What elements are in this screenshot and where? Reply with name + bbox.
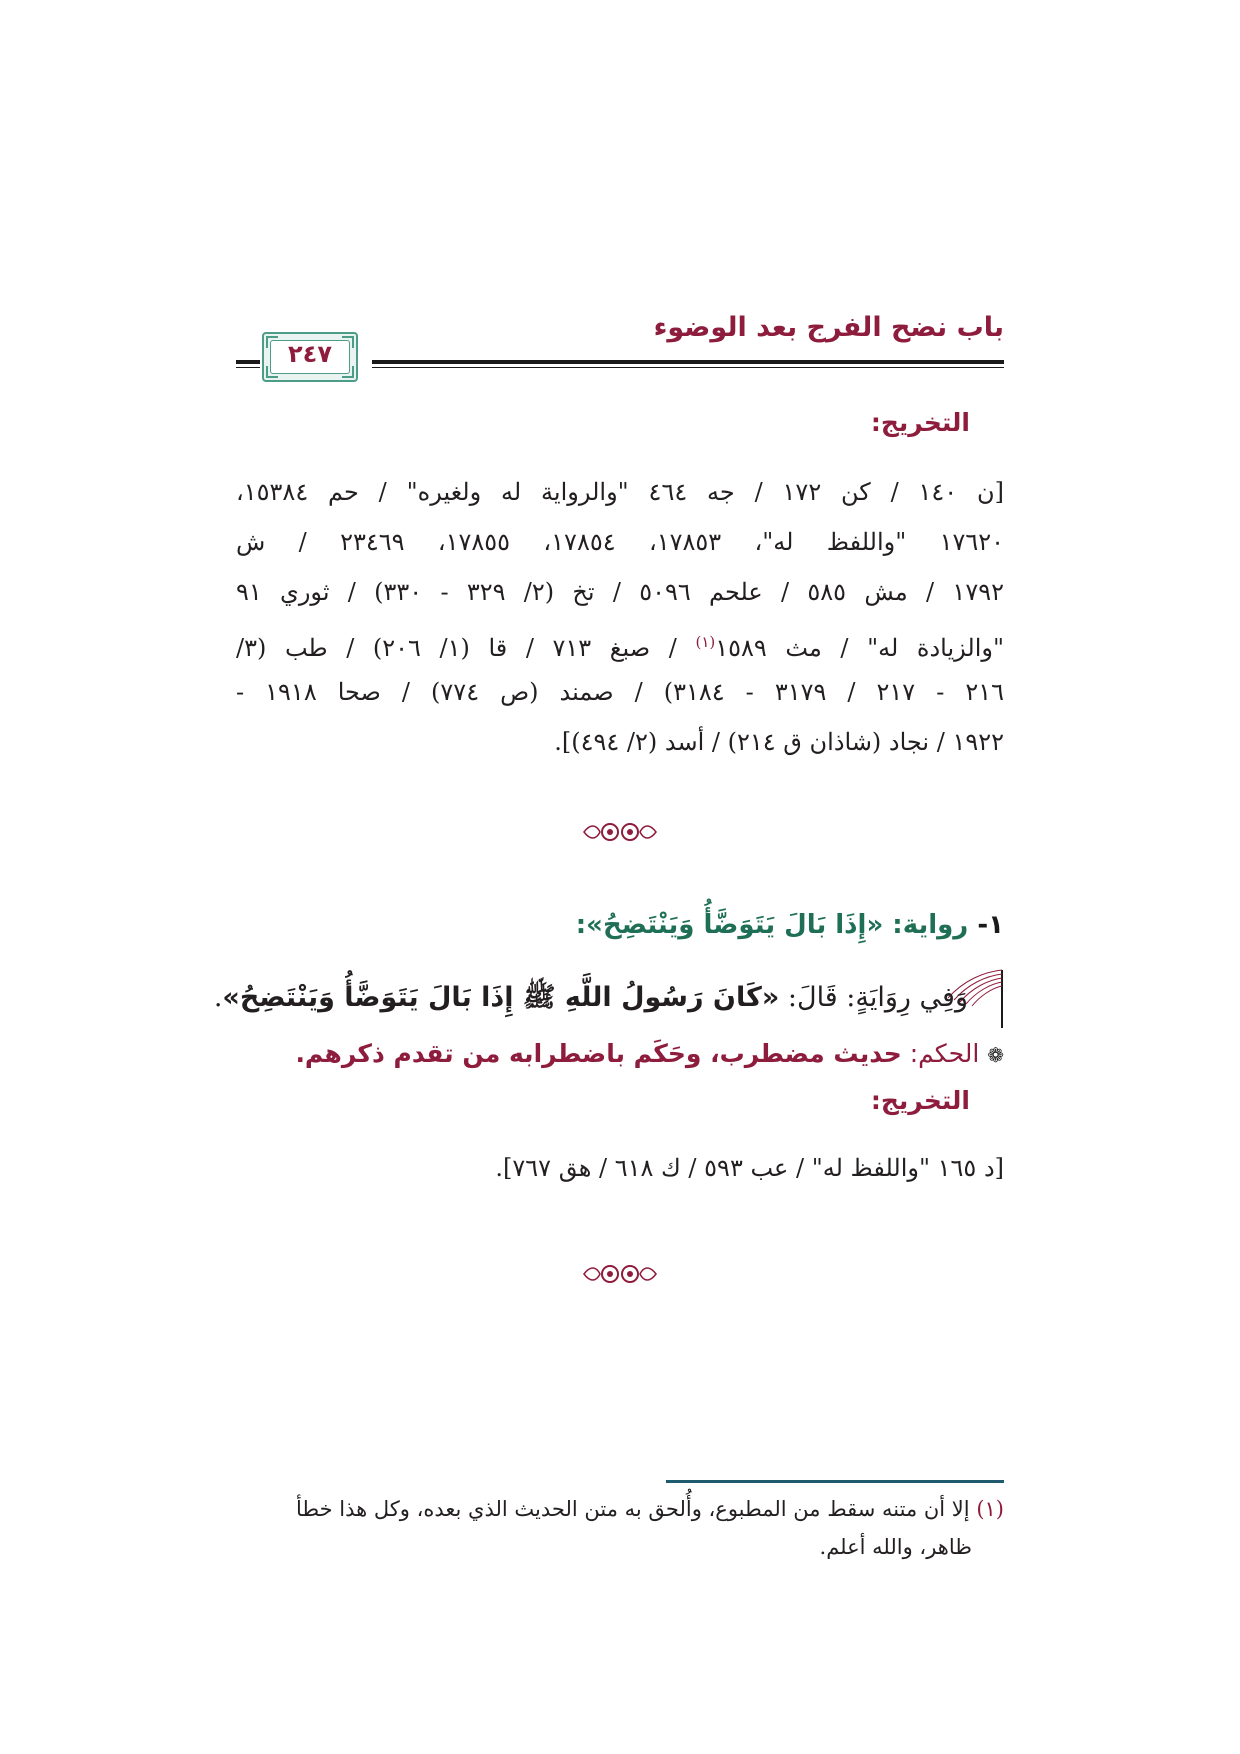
chapter-title: باب نضح الفرج بعد الوضوء	[653, 312, 1004, 343]
takhrij-line-2: ١٧٦٢٠ "واللفظ له"، ١٧٨٥٣، ١٧٨٥٤، ١٧٨٥٥، ٢٣٤٦٩ / ش	[236, 528, 1005, 556]
takhrij2-label: التخريج:	[870, 1086, 970, 1115]
takhrij-label: التخريج:	[870, 408, 970, 437]
flower-icon: ❁	[987, 1043, 1004, 1067]
header-rule-left	[236, 360, 260, 364]
narration-end: .	[213, 982, 223, 1013]
ornament-divider	[580, 820, 660, 844]
hadith-heading	[576, 910, 1004, 940]
takhrij-line-3: ١٧٩٢ / مش ٥٨٥ / علحم ٥٠٩٦ / تخ (٢/ ٣٢٩ - ٣٣٠) / ثوري ٩١	[236, 578, 1004, 606]
hadith-number: ١-	[977, 910, 1004, 940]
narration-line	[213, 974, 1004, 1022]
ruling-label: الحكم:	[909, 1039, 980, 1068]
narration-intro: وَفِي رِوَايَةٍ: قَالَ:	[787, 982, 968, 1013]
ornament-divider-2	[580, 1262, 660, 1286]
footnote-text-1: إلا أن متنه سقط من المطبوع، وأُلحق به متن الحديث الذي بعده، وكل هذا خطأ	[295, 1497, 970, 1521]
footnote	[236, 1490, 1004, 1566]
takhrij-line-4a: "والزيادة له" / مث ١٥٨٩	[715, 634, 1004, 662]
ruling-text: حديث مضطرب، وحَكَم باضطرابه من تقدم ذكرهم.	[295, 1039, 902, 1068]
takhrij-line-6: ١٩٢٢ / نجاد (شاذان ق ٢١٤) / أسد (٢/ ٤٩٤)].	[554, 728, 1004, 756]
hadith-heading-quote: «إِذَا بَالَ يَتَوَضَّأُ وَيَنْتَضِحُ»:	[575, 910, 884, 940]
footnote-reference[interactable]: (١)	[695, 633, 716, 651]
takhrij-line-4b: / صبغ ٧١٣ / قا (١/ ٢٠٦) / طب (٣/	[236, 634, 677, 662]
page-number: ٢٤٧	[288, 340, 332, 368]
takhrij-line-4	[236, 622, 1004, 668]
page-number-badge	[262, 332, 358, 382]
takhrij-line-5: ٢١٦ - ٢١٧ / ٣١٧٩ - ٣١٨٤) / صمند (ص ٧٧٤) / صحا ١٩١٨ -	[236, 678, 1005, 706]
takhrij-line-1: [ن ١٤٠ / كن ١٧٢ / جه ٤٦٤ "والرواية له ولغيره" / حم ١٥٣٨٤،	[236, 478, 1004, 506]
narration-quote: «كَانَ رَسُولُ اللَّهِ ﷺ إِذَا بَالَ يَتَوَضَّأُ وَيَنْتَضِحُ»	[222, 982, 780, 1013]
takhrij2-line: [د ١٦٥ "واللفظ له" / عب ٥٩٣ / ك ٦١٨ / هق ٧٦٧].	[495, 1154, 1004, 1182]
ruling-line	[295, 1034, 1004, 1075]
header-rule	[372, 360, 1004, 364]
footnote-mark: (١)	[976, 1497, 1004, 1521]
hadith-heading-prefix: رواية:	[892, 910, 969, 940]
footnote-line-2: ظاهر، والله أعلم.	[819, 1535, 972, 1559]
footnote-line-1	[236, 1490, 1004, 1528]
footnote-separator	[666, 1480, 1004, 1483]
